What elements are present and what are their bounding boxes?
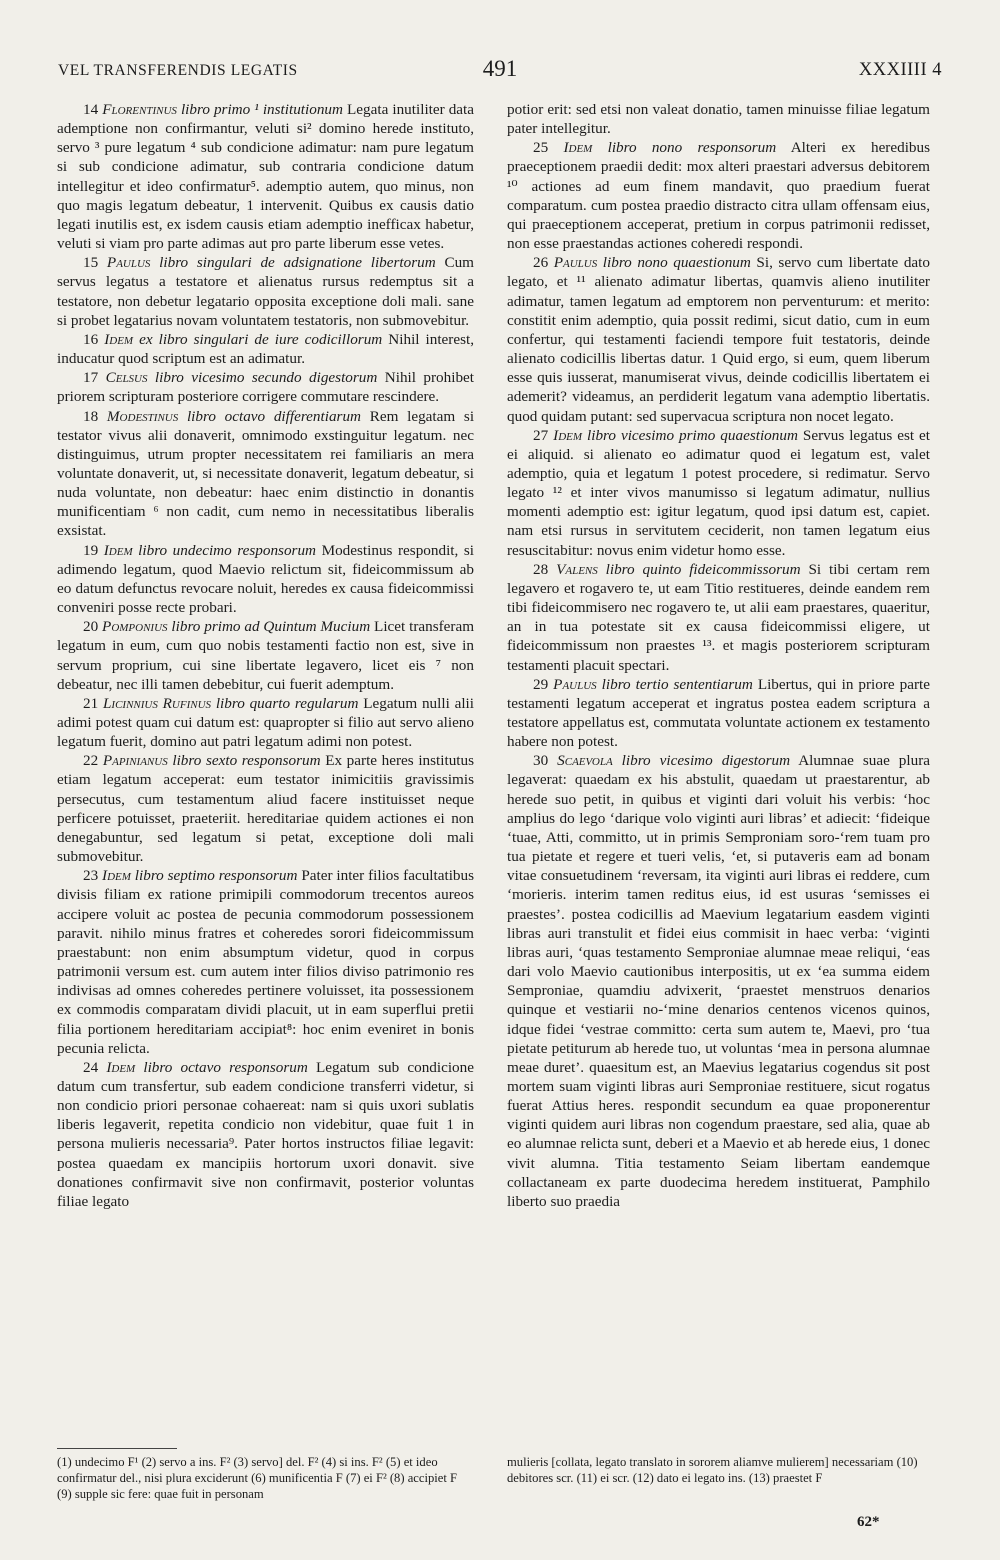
fragment-author: Idem <box>106 1058 136 1076</box>
fragment <box>57 368 474 406</box>
fragment-number: 29 <box>533 675 549 693</box>
fragment-number: 23 <box>83 867 99 885</box>
fragment-author: Idem <box>103 541 133 559</box>
fragment-text: Modestinus respondit, si adimendo legatum, quod Maevio relictum sit, fideicommissum ab eo datum defunctus revocare noluit, heredes ex causa fideicommissi conveniri posse recte probari. <box>57 541 474 617</box>
fragment-number: 14 <box>83 101 99 118</box>
fragment-text: Ex parte heres institutus etiam legatum acceperat: eum testator inimicitiis gravissimis persecutus, cum testamentum aliud facere instituisset neque perficere potuisset, praeteriit. hereditariae quidem actiones ei non denegabuntur, sed legatum si petat, exceptione doli mali submovebitur. <box>57 752 474 866</box>
fragment <box>57 100 474 253</box>
fragment-author: Paulus <box>553 675 597 693</box>
fragment-author: Paulus <box>553 254 598 272</box>
fragment-author: Florentinus <box>102 101 177 118</box>
fragment-work: libro quinto fideicommissorum <box>605 560 801 578</box>
fragment-number: 16 <box>83 330 99 348</box>
fragment-text: Alteri ex heredibus praeceptionem praedii dedit: mox alteri praestari adversus debitorem ¹⁰ actiones ad eum finem mandavit, quo praedium fuerat comparatum. cum postea praedio distracto citra ullam offensam eius, qui praeceptionem acceperat, pretium in corpus patrimonii redisset, non esse praestandas actiones coheredi respondi. <box>507 139 930 253</box>
fragment <box>507 675 930 752</box>
fragment-text: Si, servo cum libertate dato legato, et ¹¹ alienato adimatur libertas, quamvis alieno inutiliter adimatur, tamen legatum ad emptorem non perventurum: et merito: constitit enim ademptio, quia possit redimi, sicut datio, cum in eum confertur, qui testamenti faciendi tempore fuit testatoris, deinde alienato codicillis libertas datur. 1 Quid ergo, si eum, quem liberum esse quis iusserat, manumiserat vivus, deinde codicillis libertatem ei ademerit? videamus, an perdiderit legatum vana ademptio libertatis. quod quidam putant: sed supervacua scriptura non nocet legato. <box>507 254 930 425</box>
fragment <box>57 253 474 330</box>
fragment-work: libro nono quaestionum <box>602 254 751 272</box>
fragment-number: 18 <box>83 407 99 425</box>
footnote-rule <box>57 1448 177 1449</box>
fragment-number: 19 <box>83 541 99 559</box>
left-column <box>57 100 474 1440</box>
fragment-work: libro vicesimo secundo digestorum <box>154 369 378 387</box>
fragment-number: 27 <box>533 426 549 444</box>
fragment-text: Legatum sub condicione datum cum transfertur, sub eadem condicione transferri videtur, si non condicio priori personae cohaereat: nam si quis uxori sublatis liberis legaverit, repetita condicio non videbitur, quae fuit 1 in persona mulieris necessaria⁹. Pater hortos instructos filiae legavit: postea quaedam ex mancipiis hortorum uxori donavit. sive donationes confirmavit sive non confirmavit, posterior voluntas filiae legato <box>57 1058 474 1210</box>
fragment-author: Celsus <box>105 369 148 387</box>
fragment-text: Legata inutiliter data ademptione non confirmantur, veluti si² domino herede instituto, servo ³ pure legatum ⁴ sub condicione adimatur: nam pure legatum si sub condicione adimatur, sub contraria condicione datum intellegitur et ideo confirmatur⁵. ademptio autem, quo minus, non quo magis legatum debeatur, 1 intervenit. Quibus ex causis datio legati inutilis est, ex isdem causis etiam ademptio inefficax habetur, veluti si viam pro parte adimas aut pro parte liberum esse vetes. <box>57 101 474 253</box>
fragment-work: libro vicesimo digestorum <box>621 752 791 770</box>
fragment-work: libro tertio sententiarum <box>601 675 753 693</box>
running-title: VEL TRANSFERENDIS LEGATIS <box>58 62 298 79</box>
printer-signature: 62* <box>857 1514 880 1530</box>
fragment-number: 17 <box>83 369 99 387</box>
fragment-author: Idem <box>563 139 593 157</box>
fragment-text: Nihil prohibet priorem scripturam posteriore corrigere commutare rescindere. <box>57 369 474 406</box>
fragment <box>507 253 930 425</box>
fragment-number: 26 <box>533 254 549 272</box>
fragment-number: 28 <box>533 560 549 578</box>
fragment-number: 21 <box>83 694 99 712</box>
fragment <box>507 100 930 138</box>
fragment-text: Nihil interest, inducatur quod scriptum est an adimatur. <box>57 330 474 368</box>
fragment-text: Legatum nulli alii adimi potest quam cui datum est: quapropter si filio aut servo alieno legatum fuerit, domino aut patri legatum adimi non potest. <box>57 694 474 751</box>
fragment-number: 20 <box>83 618 99 636</box>
fragment <box>507 138 930 253</box>
fragment-text: Si tibi certam rem legavero et rogavero te, ut eam Titio restitueres, deinde eandem rem tibi fideicommisero nec rogavero te, ut alii eam praestares, quaeritur, an in tua potestate sit ex causa fideicommissi eligere, ut fideicommissum non praestes ¹³. et magis posteriorem scripturam testamenti placuit spectari. <box>507 560 930 674</box>
footnotes-right: mulieris [collata, legato translato in sororem aliamve mulierem] necessariam (10) debitores scr. (11) ei scr. (12) dato ei legato ins. (13) praestet F <box>507 1455 918 1485</box>
fragment-author: Idem <box>104 330 134 348</box>
fragment <box>57 694 474 751</box>
fragment <box>57 617 474 694</box>
fragment-author: Licinnius Rufinus <box>102 694 212 712</box>
fragment-text: potior erit: sed etsi non valeat donatio, tamen minuisse filiae legatum pater intellegitur. <box>507 101 930 138</box>
fragment-text: Licet transferam legatum in eum, cum quo nobis testamenti factio non est, sive in servum proprium, cui sine libertate legavero, licet eis ⁷ non debeatur, nec illi tamen debebitur, cui fuerit ademptum. <box>57 618 474 693</box>
fragment-author: Scaevola <box>557 752 613 770</box>
fragment-work: libro octavo responsorum <box>143 1058 308 1076</box>
fragment-text: Rem legatam si testator vivus alii donaverit, omnimodo exstinguitur legatum. nec distinguimus, utrum propter necessitatem rei familiaris an mera voluntate donaverit, ut, si necessitate donaverit, legatum debeatur, si nuda voluntate, non debeatur: haec enim distinctio in donantis munificentiam ⁶ non cadit, cum nemo in necessitatibus liberalis exsistat. <box>57 407 474 540</box>
fragment-work: libro undecimo responsorum <box>138 541 317 559</box>
fragment-work: libro quarto regularum <box>215 694 359 712</box>
section-reference: XXXIIII 4 <box>858 60 942 80</box>
fragment <box>507 426 930 560</box>
fragment-author: Valens <box>556 560 598 578</box>
fragment-number: 24 <box>83 1058 99 1076</box>
right-column <box>507 100 930 1440</box>
fragment <box>57 866 474 1058</box>
fragment <box>507 751 930 1211</box>
fragment-author: Idem <box>102 867 131 885</box>
fragment-work: libro octavo differentiarum <box>186 407 362 425</box>
fragment <box>57 407 474 541</box>
fragment-author: Papinianus <box>102 752 168 770</box>
fragment <box>507 560 930 675</box>
fragment-work: libro primo ¹ institutionum <box>180 101 343 118</box>
fragment-text: Pater inter filios facultatibus divisis filiam ex ratione primipili commodorum trecentos aureos accipere voluit ac postea de pecunia commodorum possessionem paravit. nihilo minus fratres et coheredes sorori fideicommissum praestabunt: non enim absumptum videtur, quod in corpus patrimonii versum est. cum autem inter filios diviso patrimonio res indivisas ad omnes coheredes pertinere voluisset, ita possessionem ex commodis comparatam dividi placuit, ut in eam superflui pretii filia portionem hereditariam accipiat⁸: hoc enim eveniret in bonis pecunia relicta. <box>57 867 474 1057</box>
fragment-author: Modestinus <box>106 407 179 425</box>
fragment <box>57 541 474 618</box>
fragment-text: Libertus, qui in priore parte testamenti legatum acceperat et ingratus postea eadem scriptura a testatore appellatus est, commutata voluntate actionem ex testamento habere non potest. <box>507 675 930 751</box>
fragment-work: libro vicesimo primo quaestionum <box>587 426 798 444</box>
running-header <box>58 56 942 86</box>
fragment-author: Paulus <box>106 254 151 272</box>
page-number: 491 <box>482 56 518 81</box>
fragment <box>57 751 474 866</box>
fragment-work: ex libro singulari de iure codicillorum <box>139 330 383 348</box>
fragment <box>57 330 474 368</box>
fragment-author: Idem <box>553 426 583 444</box>
fragment-text: Alumnae suae plura legaverat: quaedam ex his abstulit, quaedam ut praestarentur, ab herede suo petit, in quibus et viginti dari voluit his verbis: ‘hoc amplius do lego ‘darique volo viginti auri libras’ et adiecit: ‘fideique ‘tuae, Atti, committo, ut in primis Semproniam soro-‘rem tuam pro tua pietate et regere et tueri velis, ‘et, si putaveris eam ad bonam vitae consuetudinem ‘reversam, ita viginti auri libras ei reddere, cum ‘morieris. interim tamen reditus eius, id est usuras ‘semisses ei praestes’. postea codicillis ad Maevium legatarium easdem viginti libras auri transtulit et fidei eius commisit in haec verba: ‘viginti libras auri, ‘quas testamento Semproniae alumnae meae reliqui, ‘eas dari volo Maevio cautionibus interpositis, ut ex ‘ea summa eidem Semproniae, quamdiu advixerit, ‘praestet menstruos denarios quinque et vestiarii no-‘mine denarios centenos vicenos quinos, idque fidei ‘vestrae committo: certa sum autem te, Maevi, pro ‘tua pietate petiturum ab herede tuo, ut voluntas ‘mea in persona alumnae meae duret’. quaesitum est, an Maevius legatarius cogendus sit post mortem suam viginti libras auri Semproniae restituere, sicut rogatus fuerat Attius heres. respondit secundum ea quae proponerentur viginti quidem auri libras non cogendum praestare, sed alia, quae ab eo alumnae relicta sunt, deberi et a Maevio et ab herede eius, 1 donec vivit alumna. Titia testamento Seiam libertam eandemque collactaneam ex parte duodecima heredem instituerat, Pamphilo liberto suo praedia <box>507 752 930 1210</box>
fragment <box>57 1058 474 1211</box>
fragment-work: libro nono responsorum <box>607 139 777 157</box>
fragment-text: Cum servus legatus a testatore et alienatus rursus redemptus sit a testatore, non debetur legatario opposita exceptione doli mali. sane si probet legatarius novam voluntatem testatoris, non submovebitur. <box>57 254 474 329</box>
fragment-work: libro sexto responsorum <box>172 752 321 770</box>
fragment-work: libro singulari de adsignatione libertorum <box>159 254 436 272</box>
fragment-text: Servus legatus est et ei aliquid. si alienato eo adimatur quod ei legatum est, valet ademptio, quia et legatum 1 potest procedere, si redimatur. Servo legato ¹² et inter vivos manumisso si legatum adimatur, nullius momenti ademptio est: igitur legatum, quod ipsi datum est, capiet. nam etsi rursus in servitutem ceciderit, non tamen legatum eius resuscitabitur: novus enim videtur homo esse. <box>507 426 930 559</box>
fragment-work: libro septimo responsorum <box>134 867 298 885</box>
fragment-number: 25 <box>533 139 549 157</box>
fragment-author: Pomponius <box>102 618 168 636</box>
fragment-number: 22 <box>83 752 99 770</box>
footnotes-left: (1) undecimo F¹ (2) servo a ins. F² (3) servo] del. F² (4) si ins. F² (5) et ideo confirmatur del., nisi plura exciderunt (6) munificentia F (7) ei F² (8) accipiet F (9) supple sic fere: quae fuit in personam <box>57 1455 458 1501</box>
fragment-number: 15 <box>83 254 99 272</box>
fragment-number: 30 <box>533 752 549 770</box>
fragment-work: libro primo ad Quintum Mucium <box>171 618 371 636</box>
